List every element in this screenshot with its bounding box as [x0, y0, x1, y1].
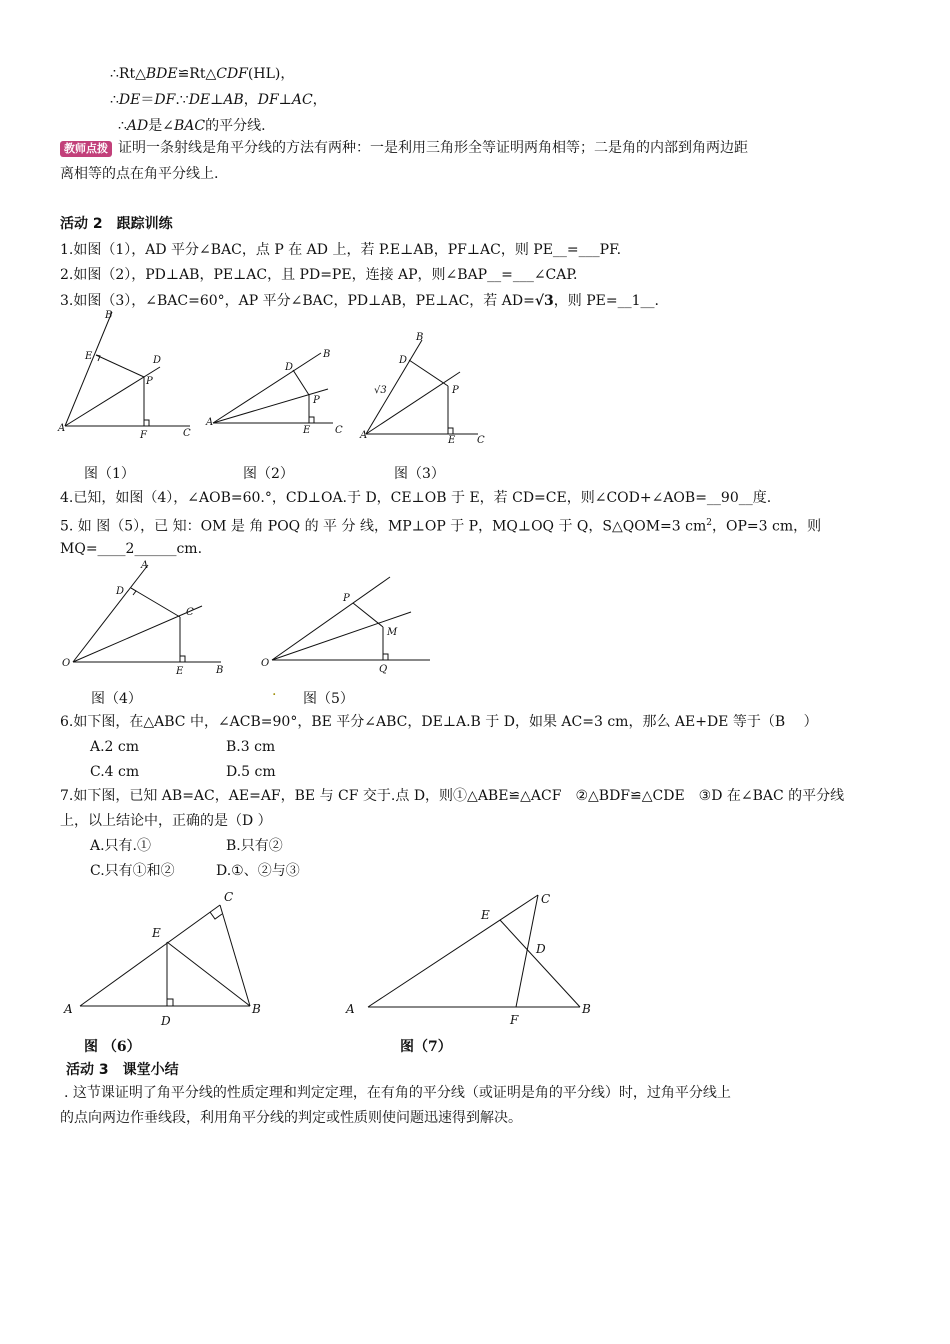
- proof-text: AD: [126, 118, 149, 134]
- teacher-tip-badge: 教师点拨: [60, 141, 112, 157]
- proof-text: AC: [291, 92, 313, 108]
- side-ac: [80, 905, 220, 1006]
- proof-line-3: [118, 116, 266, 136]
- proof-text: DE: [188, 92, 211, 108]
- figure-1: [55, 305, 205, 440]
- label-q: Q: [379, 664, 388, 675]
- q7-option-d: D.①、②与③: [216, 863, 300, 879]
- label-c: C: [183, 428, 191, 439]
- right-angle-mark: [144, 420, 149, 426]
- label-a: A: [346, 1002, 355, 1016]
- label-e: E: [448, 435, 456, 446]
- label-c: C: [335, 425, 343, 436]
- proof-text: ∴Rt△: [110, 66, 146, 82]
- label-d: D: [399, 355, 408, 366]
- question-5: [60, 513, 821, 537]
- label-f: F: [510, 1013, 519, 1027]
- proof-text: ⊥: [210, 92, 224, 108]
- proof-text: ，: [243, 92, 258, 108]
- segment-mp: [353, 603, 383, 627]
- proof-text: CDF: [216, 66, 248, 82]
- ray-ab: [65, 312, 112, 426]
- right-angle-mark: [309, 417, 314, 423]
- ray-ap: [213, 389, 328, 423]
- label-b: B: [216, 665, 224, 676]
- right-angle-mark: [180, 656, 185, 662]
- figure-3: [360, 330, 495, 445]
- right-angle-mark: [167, 999, 173, 1006]
- proof-line-1: [110, 64, 294, 84]
- q6-option-c: C.4 cm: [90, 764, 140, 780]
- label-p: P: [452, 385, 459, 396]
- q5-text: ，OP=3 cm，则: [712, 518, 822, 535]
- label-e: E: [85, 351, 93, 362]
- label-o: O: [261, 658, 270, 669]
- q7-option-b: B.只有②: [226, 838, 283, 854]
- proof-text: AB: [223, 92, 244, 108]
- label-a: A: [64, 1002, 73, 1016]
- ray-oa: [73, 565, 148, 662]
- label-a: A: [141, 560, 149, 571]
- segment-pe: [96, 355, 144, 377]
- right-angle-mark: [448, 428, 453, 434]
- figure-5: [258, 572, 438, 677]
- teacher-tip: [60, 138, 748, 158]
- proof-line-2: [110, 90, 327, 110]
- q6-option-a: A.2 cm: [90, 739, 140, 755]
- label-p: P: [146, 376, 153, 387]
- label-a: A: [360, 430, 368, 441]
- proof-text: ⊥: [278, 92, 292, 108]
- fig5-caption: 图（5）: [303, 691, 354, 707]
- question-5-answer: MQ=____2______cm.: [60, 541, 203, 557]
- right-angle-mark: [131, 588, 136, 595]
- proof-text: DF: [257, 92, 279, 108]
- label-m: M: [387, 627, 398, 638]
- proof-text: DE: [118, 92, 141, 108]
- label-e: E: [152, 926, 161, 940]
- right-angle-mark: [383, 654, 388, 660]
- label-a: A: [206, 417, 214, 428]
- stray-dot: .: [272, 683, 277, 699]
- segment-be: [167, 942, 250, 1006]
- side-ac: [368, 895, 538, 1007]
- proof-text: 是∠: [148, 118, 174, 134]
- figure-4: [58, 560, 233, 680]
- activity2-heading: 活动 2 跟踪训练: [60, 216, 173, 232]
- proof-text: ＝: [140, 92, 155, 108]
- question-7: 7.如下图，已知 AB=AC，AE=AF，BE 与 CF 交于.点 D，则①△ABE≌△ACF ②△BDF≌△CDE ③D 在∠BAC 的平分线: [60, 788, 845, 804]
- fig7-caption: 图（7）: [400, 1039, 452, 1055]
- proof-text: 的平分线.: [205, 118, 266, 134]
- label-o: O: [62, 658, 71, 669]
- question-4: 4.已知，如图（4），∠AOB=60.°，CD⊥OA.于 D，CE⊥OB 于 E，若 CD=CE，则∠COD+∠AOB=__90__度.: [60, 490, 772, 506]
- segment-pd: [293, 370, 309, 395]
- q7-option-c: C.只有①和②: [90, 863, 175, 879]
- tip-line-2: 离相等的点在角平分线上.: [60, 166, 219, 182]
- proof-text: DF: [154, 92, 176, 108]
- label-b: B: [105, 310, 113, 321]
- label-p: P: [313, 395, 320, 406]
- label-c: C: [541, 892, 551, 906]
- figure-2: [205, 343, 350, 443]
- label-c: C: [224, 890, 234, 904]
- proof-text: ，: [312, 92, 327, 108]
- label-b: B: [582, 1002, 591, 1016]
- label-b: B: [252, 1002, 261, 1016]
- side-cb: [220, 905, 250, 1006]
- segment-cd: [131, 588, 180, 617]
- segment-cf: [516, 895, 538, 1007]
- proof-text: (HL)，: [247, 66, 295, 82]
- question-1: 1.如图（1），AD 平分∠BAC，点 P 在 AD 上，若 P.E⊥AB，PF⊥AC，则 PE__=___PF.: [60, 242, 622, 258]
- superscript: 2: [706, 518, 712, 528]
- ray-ap: [366, 372, 460, 434]
- summary-line-2: 的点向两边作垂线段，利用角平分线的判定或性质则使问题迅速得到解决。: [60, 1110, 522, 1126]
- figure-6: [60, 885, 275, 1030]
- proof-text: .∵: [175, 92, 189, 108]
- label-d: D: [536, 942, 546, 956]
- fig2-caption: 图（2）: [243, 466, 294, 482]
- label-f: F: [140, 430, 147, 441]
- proof-text: ∴: [110, 92, 119, 108]
- proof-text: BDE: [145, 66, 178, 82]
- q7-option-a: A.只有.①: [90, 838, 152, 854]
- segment-be: [500, 920, 580, 1007]
- q5-text: 5. 如 图（5），已 知：OM 是 角 POQ 的 平 分 线，MP⊥OP 于 P，MQ⊥OQ 于 Q，S△QOM=3 cm: [60, 518, 707, 535]
- label-c: C: [186, 607, 194, 618]
- fig1-caption: 图（1）: [84, 466, 135, 482]
- sqrt3: √3: [534, 293, 554, 309]
- question-6: 6.如下图，在△ABC 中，∠ACB=90°，BE 平分∠ABC，DE⊥A.B 于 D，如果 AC=3 cm，那么 AE+DE 等于（B ）: [60, 714, 818, 730]
- fig6-caption: 图 （6）: [84, 1039, 141, 1055]
- proof-text: BAC: [174, 118, 206, 134]
- fig4-caption: 图（4）: [91, 691, 142, 707]
- right-angle-mark: [210, 912, 222, 919]
- figure-7: [340, 885, 605, 1030]
- label-c: C: [477, 435, 485, 446]
- q3-text: 3.如图（3），∠BAC=60°，AP 平分∠BAC，PD⊥AB，PE⊥AC，若 AD=: [60, 293, 535, 309]
- label-e: E: [176, 666, 184, 677]
- q6-option-b: B.3 cm: [226, 739, 276, 755]
- right-angle-mark: [96, 355, 100, 361]
- label-e: E: [303, 425, 311, 436]
- label-d: D: [153, 355, 162, 366]
- ray-oc: [73, 606, 202, 662]
- tip-line-1: 证明一条射线是角平分线的方法有两种：一是利用三角形全等证明两角相等；二是角的内部到角两边距: [118, 140, 748, 156]
- question-2: 2.如图（2），PD⊥AB，PE⊥AC，且 PD=PE，连接 AP，则∠BAP__=___∠CAP.: [60, 267, 578, 283]
- label-d: D: [116, 586, 125, 597]
- segment-pd: [409, 360, 448, 386]
- label-b: B: [416, 332, 424, 343]
- fig3-caption: 图（3）: [394, 466, 445, 482]
- label-sqrt3: √3: [374, 385, 387, 396]
- q3-text: ，则 PE=__1__.: [553, 293, 659, 309]
- activity3-heading: 活动 3 课堂小结: [66, 1062, 179, 1078]
- proof-text: ≌Rt△: [177, 66, 217, 82]
- label-a: A: [58, 423, 66, 434]
- label-e: E: [481, 908, 490, 922]
- proof-text: ∴: [118, 118, 127, 134]
- label-b: B: [323, 349, 331, 360]
- label-d: D: [161, 1014, 171, 1028]
- label-d: D: [285, 362, 294, 373]
- label-p: P: [343, 593, 350, 604]
- question-7-cont: 上，以上结论中，正确的是（D ）: [60, 813, 272, 829]
- q6-option-d: D.5 cm: [226, 764, 276, 780]
- summary-line-1: . 这节课证明了角平分线的性质定理和判定定理，在有角的平分线（或证明是角的平分线）时，过角平分线上: [64, 1085, 731, 1101]
